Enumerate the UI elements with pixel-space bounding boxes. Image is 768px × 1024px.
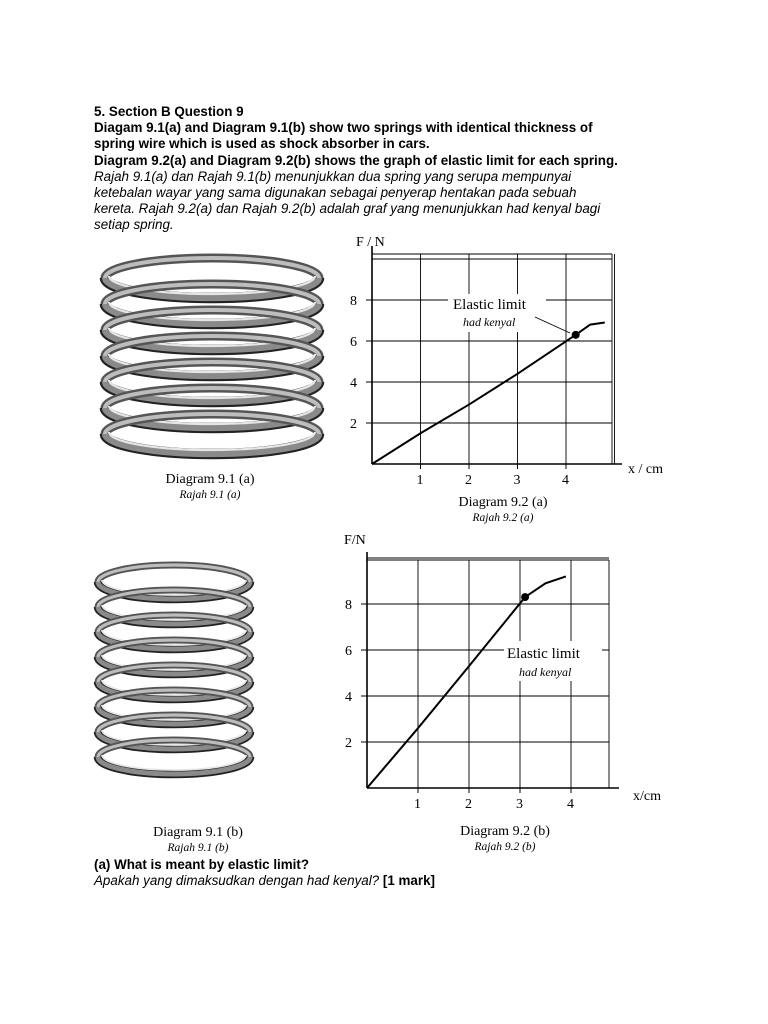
marks-label: [1 mark] bbox=[382, 873, 435, 889]
annotation-elastic-limit: Elastic limit bbox=[453, 297, 526, 313]
graph-b bbox=[330, 528, 680, 828]
question-english-line: Diagram 9.2(a) and Diagram 9.2(b) shows the graph of elastic limit for each spring. bbox=[94, 152, 618, 168]
caption-malay: Rajah 9.1 (a) bbox=[179, 489, 241, 501]
spring-b-caption bbox=[118, 825, 278, 855]
question-malay-line: kereta. Rajah 9.2(a) dan Rajah 9.2(b) adalah graf yang menunjukkan had kenyal bagi bbox=[94, 201, 601, 217]
y-tick-label: 2 bbox=[345, 736, 352, 751]
y-axis-label: F/N bbox=[344, 533, 366, 548]
x-tick-label: 4 bbox=[567, 797, 574, 812]
question-heading: 5. Section B Question 9 bbox=[94, 104, 244, 119]
x-tick-label: 2 bbox=[465, 473, 472, 488]
part-a-malay bbox=[94, 873, 694, 889]
caption-malay: Rajah 9.2 (b) bbox=[474, 841, 536, 853]
y-axis-label: F / N bbox=[356, 235, 385, 250]
x-tick-label: 3 bbox=[516, 797, 523, 812]
x-tick-label: 3 bbox=[513, 473, 521, 488]
elastic-limit-point bbox=[521, 593, 529, 601]
question-malay-line: ketebalan wayar yang sama digunakan sebagai penyerap hentakan pada sebuah bbox=[94, 185, 577, 201]
gridlines bbox=[372, 254, 615, 464]
spring-coil bbox=[98, 565, 250, 582]
x-tick-label: 4 bbox=[562, 473, 569, 488]
y-tick-label: 2 bbox=[350, 417, 357, 432]
axes bbox=[372, 246, 622, 464]
question-english-line: Diagam 9.1(a) and Diagram 9.1(b) show two springs with identical thickness of bbox=[94, 120, 593, 136]
part-a-malay-text: Apakah yang dimaksudkan dengan had kenyal? bbox=[94, 873, 380, 889]
caption-english: Diagram 9.2 (b) bbox=[460, 824, 550, 839]
force-extension-line bbox=[372, 323, 605, 464]
caption-english: Diagram 9.1 (b) bbox=[153, 825, 243, 840]
y-tick-label: 4 bbox=[350, 376, 357, 391]
part-a-english: (a) What is meant by elastic limit? bbox=[94, 857, 310, 872]
annotation-elastic-limit: Elastic limit bbox=[507, 646, 580, 662]
x-tick-label: 1 bbox=[416, 473, 424, 488]
graph-a bbox=[330, 232, 680, 492]
y-tick-label: 6 bbox=[345, 644, 352, 659]
x-axis-label: x/cm bbox=[633, 789, 661, 804]
y-tick-label: 6 bbox=[350, 335, 357, 350]
graph-b-caption bbox=[420, 824, 590, 854]
spring-a-caption bbox=[130, 472, 290, 502]
y-tick-label: 8 bbox=[350, 294, 357, 309]
x-tick-label: 2 bbox=[465, 797, 472, 812]
question-malay-line: Rajah 9.1(a) dan Rajah 9.1(b) menunjukkan dua spring yang serupa mempunyai bbox=[94, 168, 572, 184]
y-tick-label: 4 bbox=[345, 690, 352, 705]
caption-english: Diagram 9.1 (a) bbox=[165, 472, 255, 487]
annotation-had-kenyal: had kenyal bbox=[519, 665, 572, 679]
spring-a-illustration bbox=[92, 252, 332, 467]
question-malay-line: setiap spring. bbox=[94, 217, 174, 233]
force-extension-line bbox=[367, 576, 566, 788]
x-axis-label: x / cm bbox=[628, 462, 663, 477]
part-a-question bbox=[94, 857, 694, 889]
spring-b-illustration bbox=[92, 560, 272, 785]
caption-malay: Rajah 9.2 (a) bbox=[472, 512, 534, 524]
caption-malay: Rajah 9.1 (b) bbox=[167, 842, 229, 854]
question-english-line: spring wire which is used as shock absorber in cars. bbox=[94, 136, 430, 152]
elastic-limit-point bbox=[572, 331, 580, 339]
x-tick-label: 1 bbox=[414, 797, 421, 812]
annotation-had-kenyal: had kenyal bbox=[463, 315, 516, 329]
spring-coil bbox=[105, 258, 319, 278]
y-tick-label: 8 bbox=[345, 598, 352, 613]
graph-a-caption bbox=[418, 495, 588, 525]
question-text bbox=[94, 104, 694, 234]
caption-english: Diagram 9.2 (a) bbox=[458, 495, 548, 510]
